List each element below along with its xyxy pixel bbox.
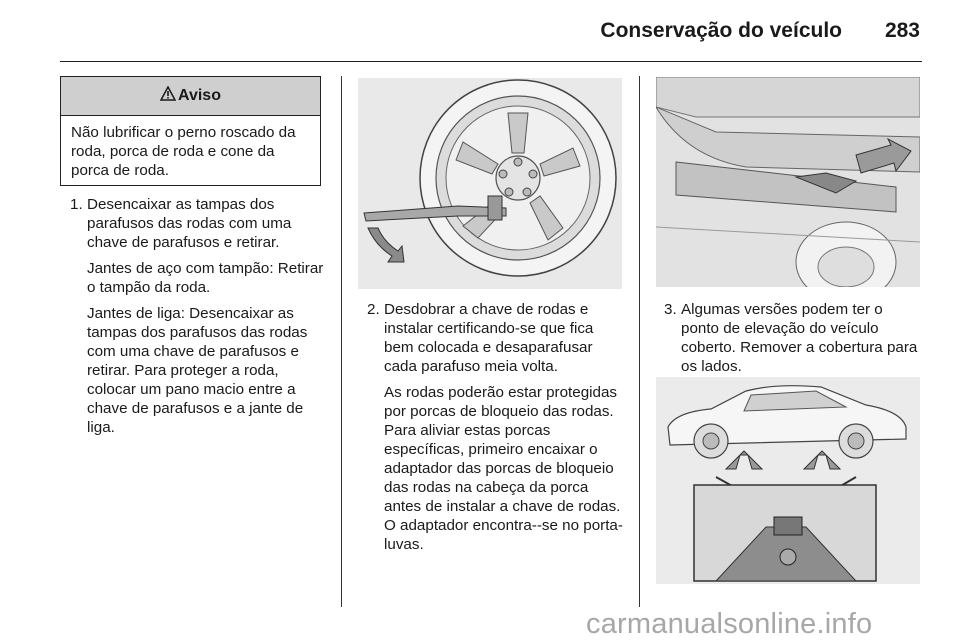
header-divider [60, 61, 922, 62]
warning-text: Não lubrificar o perno roscado da roda, porca de roda e cone da porca de roda. [71, 124, 296, 179]
warning-heading: Aviso [178, 87, 221, 104]
step-number: 3. [664, 301, 677, 318]
step-paragraph: As rodas poderão estar protegidas por porcas de bloqueio das rodas. Para aliviar estas porcas específicas, primeiro encaixar o adaptador das porcas de bloqueio das rodas na cabeça da porca antes de instalar a chave de rodas. O adaptador encontra--se no porta-luvas. [384, 384, 623, 553]
step-2 [367, 300, 625, 561]
step-number: 1. [70, 196, 83, 213]
warning-header [61, 77, 320, 116]
step-paragraph: Jantes de liga: Desencaixar as tampas dos parafusos das rodas com uma chave de parafusos e retirar. Para proteger a roda, colocar um pano macio entre a chave de parafusos e a jante de liga. [87, 305, 308, 436]
step-paragraph: Jantes de aço com tampão: Retirar o tampão da roda. [87, 260, 324, 296]
underbody-cover-illustration [656, 77, 920, 287]
warning-box [60, 76, 321, 186]
step-1 [70, 195, 328, 444]
column-divider-right [639, 76, 640, 607]
warning-triangle-icon [160, 86, 176, 106]
step-paragraph: Desencaixar as tampas dos parafusos das rodas com uma chave de parafusos e retirar. [87, 196, 292, 251]
wheel-wrench-illustration [358, 78, 622, 289]
step-number: 2. [367, 301, 380, 318]
column-divider-left [341, 76, 342, 607]
watermark: carmanualsonline.info [586, 608, 873, 640]
step-paragraph: Algumas versões podem ter o ponto de elevação do veículo coberto. Remover a cobertura para os lados. [681, 301, 918, 375]
page-title: Conservação do veículo [600, 19, 842, 42]
car-jack-illustration [656, 377, 920, 584]
step-3 [664, 300, 920, 383]
step-paragraph: Desdobrar a chave de rodas e instalar certificando-se que fica bem colocada e desaparafusar cada parafuso meia volta. [384, 301, 594, 375]
page-number: 283 [884, 19, 920, 42]
